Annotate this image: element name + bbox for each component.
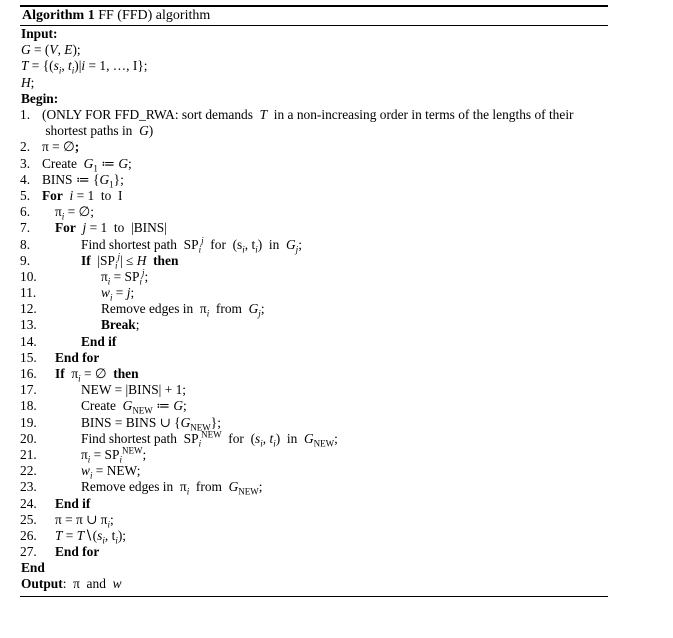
step-3: 3. Create $G_1$ ≔ G;: [20, 155, 132, 174]
algorithm-title: [20, 7, 608, 25]
step-20: 20. Find shortest path $SP_i^{NEW}$ for ($s_i$, $t_i$) in $G_{NEW}$;: [20, 429, 338, 449]
input-line-demands: $T = \{(s_i$, $t_i)|i = 1$, …, I};: [21, 58, 148, 77]
step-19: 19. BINS = BINS ∪ $\{G_{NEW}\}$;: [20, 414, 221, 433]
step-27: 27. End for: [20, 544, 100, 560]
step-10: 10. $\pi_i = SP_i^j$;: [20, 267, 149, 287]
step-23: 23. Remove edges in $\pi_i$ from $G_{NEW}$;: [20, 479, 263, 498]
step-7: 7. For j = 1 to |BINS|: [20, 220, 167, 236]
step-11: 11. $w_i = j$;: [20, 285, 135, 303]
step-9: 9. If $|SP_i^j| \le H$ then: [20, 251, 179, 271]
input-line-graph: G = (V, E);: [21, 42, 81, 58]
output-line: [20, 576, 608, 592]
step-14: 14. End if: [20, 333, 117, 349]
input-line-hop-limit: H;: [21, 74, 35, 90]
step-21: 21. $\pi_i = SP_i^{NEW}$;: [20, 445, 147, 465]
step-17: 17. NEW = |BINS| + 1;: [20, 382, 187, 398]
step-8: 8. Find shortest path $SP_i^j$ for ($s_i$, $t_i$) in $G_j$;: [20, 235, 302, 255]
step-18: 18. Create $G_{NEW}$ ≔ G;: [20, 398, 187, 417]
step-16: 16. If $\pi_i$ = ∅ then: [20, 366, 139, 384]
step-2: 2. π = ∅;: [20, 139, 80, 155]
algorithm-label: Algorithm 1: [22, 8, 95, 23]
step-4: 4. BINS ≔ $\{G_1\}$;: [20, 171, 124, 190]
step-22: 22. $w_i$ = NEW;: [20, 463, 141, 481]
algorithm-name: FF (FFD) algorithm: [98, 8, 211, 23]
input-heading: Input:: [21, 26, 58, 41]
step-26: 26. $T = T∖(s_i$, $t_i$);: [20, 527, 127, 546]
step-1: 1. (ONLY FOR FFD_RWA: sort demands T in a non-increasing order in terms of the lengths of their shortest paths in G): [20, 107, 574, 139]
step-25: 25. π = π ∪ $\pi_i$;: [20, 511, 114, 530]
output-label: Output: [21, 576, 63, 592]
end-heading: End: [21, 560, 45, 576]
step-5: 5. For i = 1 to I: [20, 187, 123, 203]
step-12: 12. Remove edges in $\pi_i$ from $G_j$;: [20, 301, 265, 319]
bottom-rule: [20, 596, 608, 597]
step-number: 1.: [20, 107, 31, 123]
step-13: 13. Break;: [20, 317, 140, 333]
step-15: 15. End for: [20, 349, 100, 365]
step-list: [20, 107, 608, 560]
begin-heading: Begin:: [21, 90, 59, 106]
step-24: 24. End if: [20, 495, 91, 511]
step-6: 6. $\pi_i$ = ∅;: [20, 204, 94, 222]
output-text: : π and w: [62, 576, 122, 592]
algorithm-box: [20, 5, 608, 597]
